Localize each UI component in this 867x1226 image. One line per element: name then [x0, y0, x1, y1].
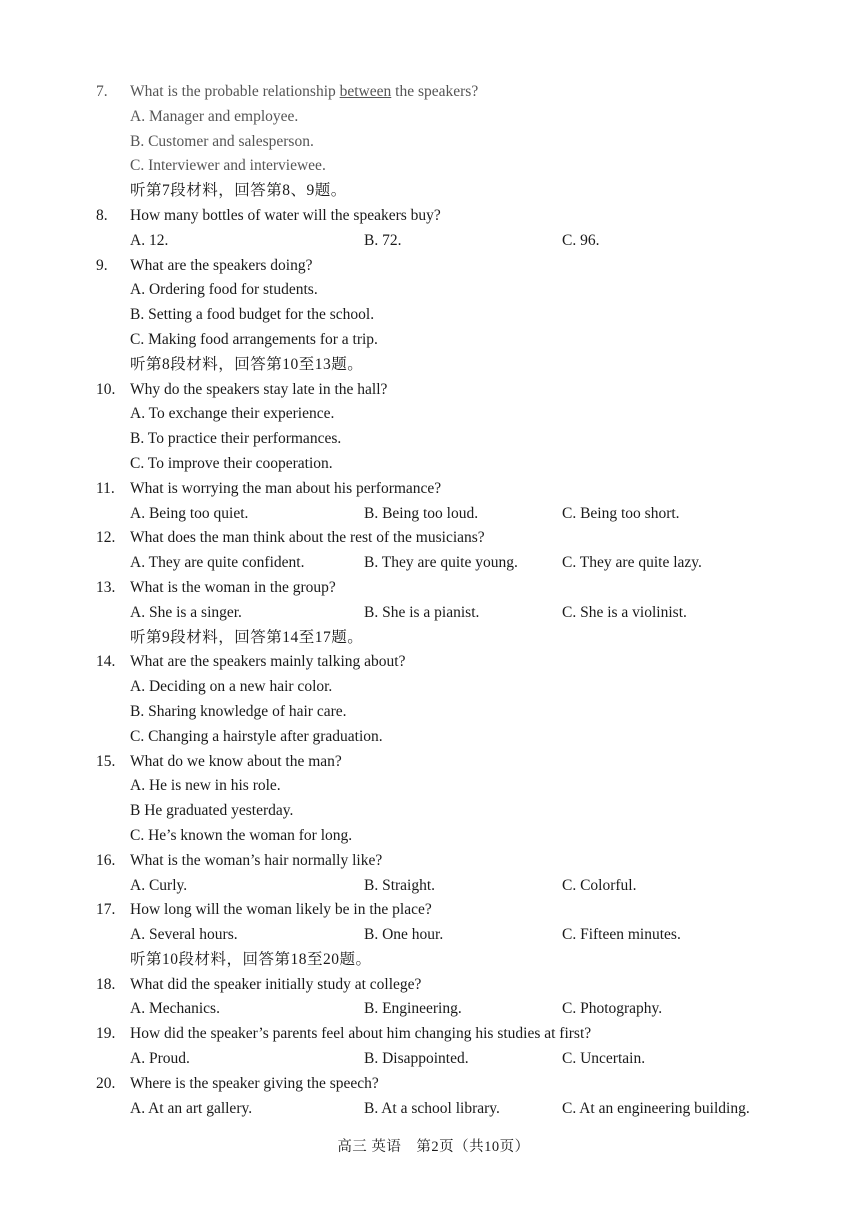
option-b: B. Being too loud.	[364, 504, 479, 522]
question-text: What are the speakers mainly talking about?	[130, 653, 406, 671]
question-text: How many bottles of water will the speakers buy?	[130, 206, 441, 224]
option-line	[96, 452, 816, 477]
option-line	[96, 130, 816, 155]
options-row	[96, 1047, 816, 1072]
question-12	[96, 526, 816, 551]
options-row	[96, 601, 816, 626]
option-a: A. Proud.	[130, 1050, 190, 1068]
question-number: 18.	[96, 975, 116, 993]
option-b: B. 72.	[364, 231, 402, 249]
option-line	[96, 154, 816, 179]
question-9	[96, 254, 816, 279]
question-text: What do we know about the man?	[130, 752, 342, 770]
option-line	[96, 799, 816, 824]
option-c: C. Making food arrangements for a trip.	[130, 330, 378, 348]
question-10	[96, 378, 816, 403]
option-b: B. They are quite young.	[364, 554, 518, 572]
options-row	[96, 551, 816, 576]
question-text: Where is the speaker giving the speech?	[130, 1074, 379, 1092]
option-a: A. She is a singer.	[130, 603, 242, 621]
option-line	[96, 105, 816, 130]
section-instruction: 听第10段材料，回答第18至20题。	[130, 950, 372, 968]
question-number: 12.	[96, 529, 116, 547]
option-c: C. She is a violinist.	[562, 603, 687, 621]
option-a: A. To exchange their experience.	[130, 405, 335, 423]
option-a: A. Mechanics.	[130, 1000, 220, 1018]
option-a: A. Curly.	[130, 876, 188, 894]
option-b: B. Straight.	[364, 876, 436, 894]
option-line	[96, 427, 816, 452]
options-row	[96, 1097, 816, 1122]
page-footer: 高三 英语 第2页（共10页）	[337, 1139, 530, 1155]
question-8	[96, 204, 816, 229]
option-a: A. They are quite confident.	[130, 554, 305, 572]
options-row	[96, 923, 816, 948]
question-number: 15.	[96, 752, 116, 770]
question-17	[96, 898, 816, 923]
option-c: C. Changing a hairstyle after graduation.	[130, 727, 383, 745]
option-line	[96, 402, 816, 427]
option-line	[96, 774, 816, 799]
question-16	[96, 849, 816, 874]
option-b: B. At a school library.	[364, 1099, 500, 1117]
options-row	[96, 997, 816, 1022]
question-number: 8.	[96, 206, 108, 224]
option-c: C. Being too short.	[562, 504, 680, 522]
question-text: What are the speakers doing?	[130, 256, 313, 274]
option-b: B. To practice their performances.	[130, 430, 342, 448]
question-number: 11.	[96, 479, 115, 497]
question-number: 14.	[96, 653, 116, 671]
options-row	[96, 874, 816, 899]
option-c: C. 96.	[562, 231, 600, 249]
options-row	[96, 229, 816, 254]
question-text: What is the woman in the group?	[130, 578, 336, 596]
question-number: 20.	[96, 1074, 116, 1092]
question-number: 7.	[96, 83, 108, 100]
question-text: What is the woman’s hair normally like?	[130, 851, 383, 869]
option-c: C. At an engineering building.	[562, 1099, 750, 1117]
question-text: How did the speaker’s parents feel about him changing his studies at first?	[130, 1025, 592, 1043]
option-line	[96, 328, 816, 353]
option-c: C. To improve their cooperation.	[130, 454, 333, 472]
option-line	[96, 303, 816, 328]
option-line	[96, 824, 816, 849]
option-a: A. Ordering food for students.	[130, 281, 318, 299]
question-list	[96, 80, 816, 1121]
option-b: B. One hour.	[364, 926, 444, 944]
option-a: A. Manager and employee.	[130, 107, 299, 125]
question-number: 10.	[96, 380, 116, 398]
question-number: 16.	[96, 851, 116, 869]
question-7	[96, 80, 816, 105]
option-c: C. He’s known the woman for long.	[130, 826, 353, 844]
option-b: B. Disappointed.	[364, 1050, 469, 1068]
section-instruction: 听第7段材料，回答第8、9题。	[130, 182, 347, 200]
question-text: What did the speaker initially study at college?	[130, 975, 422, 993]
underlined-word: between	[339, 83, 392, 100]
option-line	[96, 278, 816, 303]
option-a: A. 12.	[130, 231, 169, 249]
option-c: C. They are quite lazy.	[562, 554, 702, 572]
question-15	[96, 750, 816, 775]
question-text: What is the probable relationship between the speakers?	[130, 83, 479, 100]
section-instruction: 听第8段材料，回答第10至13题。	[130, 355, 364, 373]
option-b: B. Setting a food budget for the school.	[130, 306, 375, 324]
question-13	[96, 576, 816, 601]
option-b: B. Customer and salesperson.	[130, 132, 314, 150]
option-c: C. Fifteen minutes.	[562, 926, 681, 944]
option-a: A. Being too quiet.	[130, 504, 249, 522]
options-row	[96, 502, 816, 527]
question-18	[96, 973, 816, 998]
option-c: C. Uncertain.	[562, 1050, 646, 1068]
option-c: C. Colorful.	[562, 876, 637, 894]
option-a: A. He is new in his role.	[130, 777, 281, 795]
option-b: B He graduated yesterday.	[130, 802, 294, 820]
question-number: 13.	[96, 578, 116, 596]
option-line	[96, 700, 816, 725]
option-a: A. At an art gallery.	[130, 1099, 253, 1117]
option-b: B. She is a pianist.	[364, 603, 480, 621]
option-a: A. Several hours.	[130, 926, 238, 944]
question-text: What does the man think about the rest of the musicians?	[130, 529, 485, 547]
option-c: C. Interviewer and interviewee.	[130, 157, 326, 175]
question-19	[96, 1022, 816, 1047]
option-line	[96, 675, 816, 700]
option-b: B. Engineering.	[364, 1000, 462, 1018]
option-line	[96, 725, 816, 750]
option-a: A. Deciding on a new hair color.	[130, 678, 333, 696]
question-text: Why do the speakers stay late in the hall?	[130, 380, 388, 398]
section-instruction: 听第9段材料，回答第14至17题。	[130, 628, 364, 646]
question-20	[96, 1072, 816, 1097]
question-text: What is worrying the man about his performance?	[130, 479, 442, 497]
option-b: B. Sharing knowledge of hair care.	[130, 702, 347, 720]
question-14	[96, 650, 816, 675]
question-number: 9.	[96, 256, 108, 274]
question-number: 17.	[96, 901, 116, 919]
question-text: How long will the woman likely be in the place?	[130, 901, 432, 919]
option-c: C. Photography.	[562, 1000, 663, 1018]
question-11	[96, 477, 816, 502]
question-number: 19.	[96, 1025, 116, 1043]
